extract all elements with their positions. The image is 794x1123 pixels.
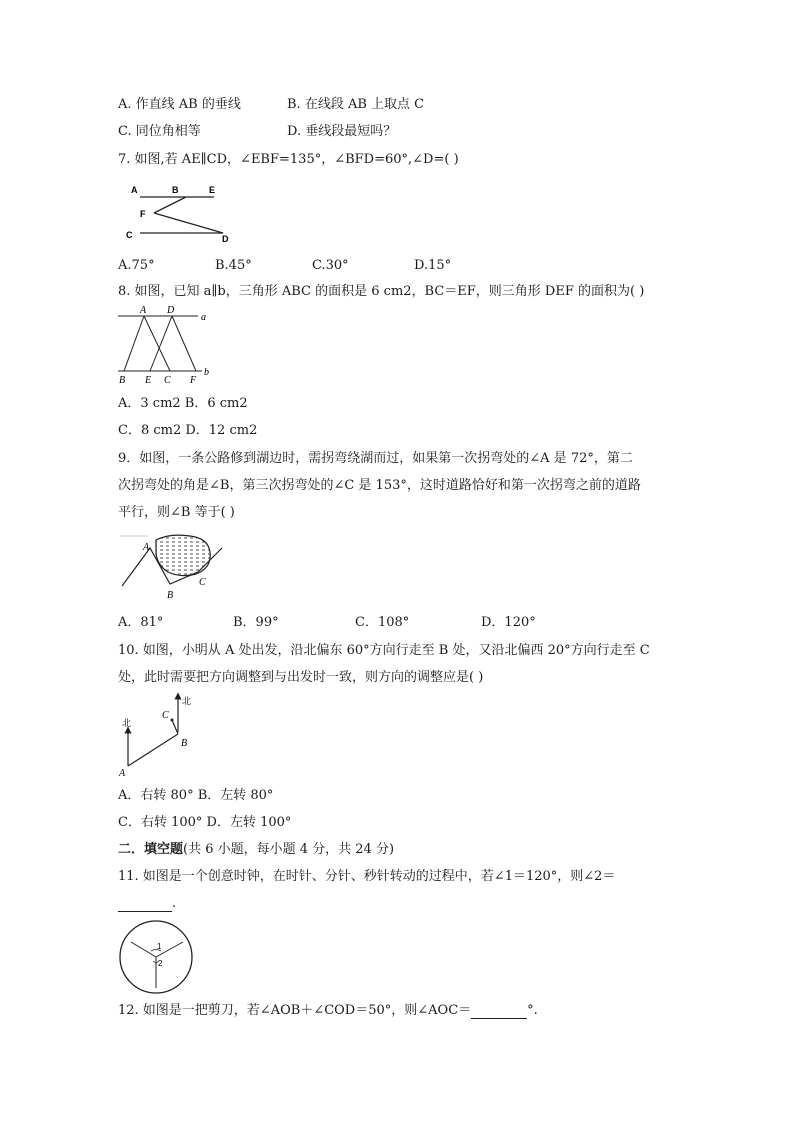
q12-tail: °. xyxy=(527,1003,538,1018)
q12-stem-text: 12. 如图是一把剪刀，若∠AOB＋∠COD＝50°，则∠AOC＝ xyxy=(118,1003,472,1018)
q11-clock-figure xyxy=(117,918,195,996)
q7-option-a: A.75° xyxy=(118,258,155,273)
label-a: A xyxy=(143,542,150,553)
label-b: B xyxy=(181,738,188,749)
q6-option-c: C. 同位角相等 xyxy=(118,124,201,139)
label-e: E xyxy=(209,185,216,195)
segment-fd xyxy=(154,213,223,233)
q12-blank xyxy=(471,1004,527,1019)
lake-shape xyxy=(156,535,210,576)
q10-figure xyxy=(118,690,208,780)
q8-figure xyxy=(116,303,216,385)
section2-note: (共 6 小题，每小题 4 分，共 24 分) xyxy=(183,842,395,857)
q9-stem-line3: 平行，则∠B 等于( ) xyxy=(118,505,235,520)
label-line-a: a xyxy=(201,312,206,323)
q9-option-c: C．108° xyxy=(355,615,410,630)
label-north-2: 北 xyxy=(182,696,192,706)
section2-heading xyxy=(118,842,394,858)
label-d: D xyxy=(222,234,229,244)
label-a: A xyxy=(131,185,138,195)
q9-stem-line2: 次拐弯处的角是∠B，第三次拐弯处的∠C 是 153°，这时道路恰好和第一次拐弯之前的道路 xyxy=(118,478,641,493)
label-b-point: B xyxy=(119,375,126,385)
q7-option-c: C.30° xyxy=(312,258,349,273)
q8-options-row1: A．3 cm2 B．6 cm2 xyxy=(118,396,248,411)
q7-figure xyxy=(118,180,238,244)
q9-figure xyxy=(118,528,228,604)
label-f: F xyxy=(140,209,146,219)
label-c: C xyxy=(162,710,169,721)
label-line-b: b xyxy=(204,367,209,378)
q11-stem: 11. 如图是一个创意时钟，在时针、分针、秒针转动的过程中，若∠1＝120°，则∠2＝ xyxy=(118,869,616,884)
label-c-point: C xyxy=(164,375,171,385)
label-b: B xyxy=(167,590,174,601)
label-angle-1: 1 xyxy=(157,942,162,951)
label-f-point: F xyxy=(190,375,197,385)
q10-options-row1: A．右转 80° B．左转 80° xyxy=(118,788,274,803)
label-d-point: D xyxy=(167,305,175,316)
q10-stem-line2: 处，此时需要把方向调整到与出发时一致，则方向的调整应是( ) xyxy=(118,670,484,685)
segment-bc xyxy=(172,720,178,734)
q7-option-b: B.45° xyxy=(215,258,252,273)
q9-option-b: B．99° xyxy=(233,615,279,630)
q6-option-d: D. 垂线段最短吗？ xyxy=(287,124,397,139)
q6-option-a: A. 作直线 AB 的垂线 xyxy=(118,97,241,112)
q9-stem-line1: 9．如图，一条公路修到湖边时，需拐弯绕湖而过，如果第一次拐弯处的∠A 是 72°，第二 xyxy=(118,451,633,466)
q11-blank xyxy=(118,897,172,912)
label-a: A xyxy=(119,768,126,779)
segment-bf xyxy=(154,197,186,213)
q8-options-row2: C．8 cm2 D．12 cm2 xyxy=(118,423,258,438)
q11-answer-line xyxy=(118,896,176,912)
segment-ab xyxy=(128,734,178,766)
label-c: C xyxy=(126,230,133,240)
q6-option-b: B. 在线段 AB 上取点 C xyxy=(287,97,425,112)
q9-option-a: A．81° xyxy=(118,615,164,630)
q7-option-d: D.15° xyxy=(414,258,452,273)
label-e-point: E xyxy=(145,375,152,385)
section2-title: 二．填空题 xyxy=(118,842,184,857)
q9-option-d: D．120° xyxy=(481,615,536,630)
q10-stem-line1: 10. 如图，小明从 A 处出发，沿北偏东 60°方向行走至 B 处，又沿北偏西 20°方向行走至 C xyxy=(118,643,650,658)
label-north-1: 北 xyxy=(122,718,132,728)
q7-stem: 7. 如图,若 AE∥CD，∠EBF=135°，∠BFD=60°,∠D=( ) xyxy=(118,152,459,167)
label-a-point: A xyxy=(140,305,147,316)
q10-options-row2: C．右转 100° D．左转 100° xyxy=(118,815,292,830)
label-b: B xyxy=(172,185,179,195)
q11-period: . xyxy=(172,896,177,911)
label-angle-2: 2 xyxy=(158,959,163,968)
q8-stem: 8. 如图，已知 a∥b，三角形 ABC 的面积是 6 cm2，BC＝EF，则三角形 DEF 的面积为( ) xyxy=(118,284,645,299)
label-c: C xyxy=(199,577,206,588)
q12-stem xyxy=(118,1003,538,1019)
